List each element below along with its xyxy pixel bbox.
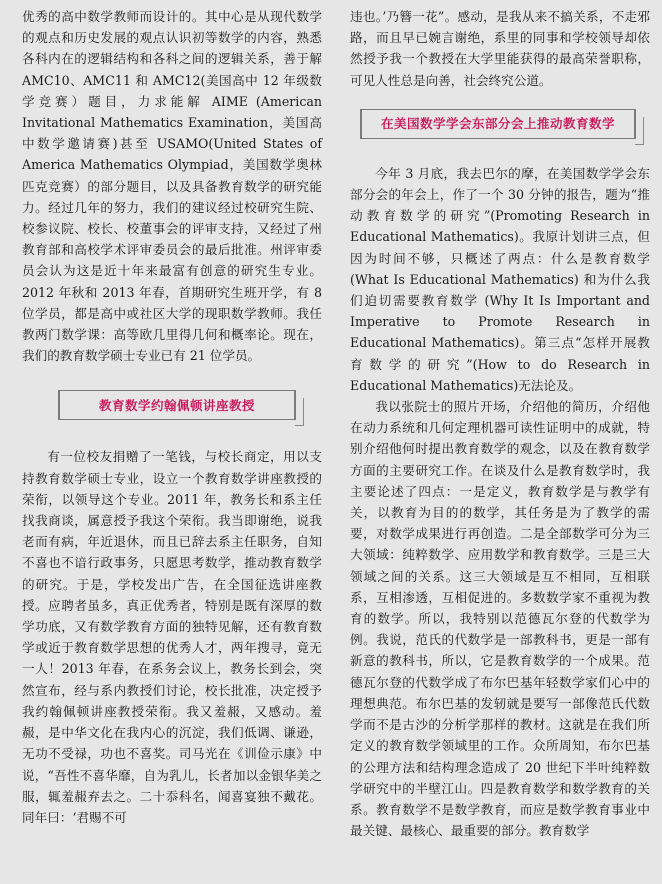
right-column [350,6,650,841]
intro-paragraph: 优秀的高中数学教师而设计的。其中心是从现代数学的观点和历史发展的观点认识初等数学的内容，熟悉各科内在的逻辑结构和各科之间的逻辑关系，善于解 AMC10、AMC11 和 AMC12(美国高中 12 年级数学竞赛）题目，力求能解 AIME (American Invitational Mathematics Examination，美国高中数学邀请赛)甚至 USAMO(United States of America Mathematics Olympiad，美国数学奥林匹克竞赛）的部分题目，以及具备教育数学的研究能力。经过几年的努力，我们的建议经过校研究生院、校参议院、校长、校董事会的评审支持，又经过了州教育部和高校学术评审委员会的最后批准。州评审委员会认为这是近十年来最富有创意的研究生专业。2012 年秋和 2013 年春，首期研究生班开学，有 8 位学员，都是高中或社区大学的现职数学教师。我任教两门数学课：高等欧几里得几何和概率论。现在，我们的教育数学硕士专业已有 21 位学员。 [22,9,322,364]
peyton-chair-paragraph: 有一位校友捐赠了一笔钱，与校长商定，用以支持教育数学硕士专业，设立一个教育数学讲座教授的荣衔，以领导这个专业。2011 年，教务长和系主任找我商谈，属意授予我这个荣衔。我当即谢绝，说我老而有病，年近退休，而且已辞去系主任职务，自知不喜也不谙行政事务，只愿思考数学，推动教育数学的研究。于是，学校发出广告，在全国征选讲座教授。应聘者虽多，真正优秀者，特别是既有深厚的数学功底，又有数学教育方面的独特见解，还有教育数学或近于教育数学思想的优秀人才，两年搜寻，竟无一人！2013 年春，在系务会议上，教务长到会，突然宣布，经与系内教授们讨论，校长批准，决定授予我约翰佩顿讲座教授荣衔。我又羞赧，又感动。羞赧，是中华文化在我内心的沉淀，我们低调、谦逊，无功不受禄，功也不喜奖。司马光在《训俭示康》中说，“吾性不喜华靡，自为乳儿，长者加以金银华美之服，辄羞赧弃去之。二十忝科名，闻喜宴独不戴花。同年曰：‘君赐不可 [22,449,322,825]
heading-box-shadow [635,117,644,145]
left-column [22,6,322,828]
section-heading-ams-eastern: 在美国数学学会东部分会上推动教育数学 [380,116,615,132]
section-heading-peyton-chair: 教育数学约翰佩顿讲座教授 [98,397,255,413]
section-heading-box-peyton-chair [22,390,322,420]
continuation-paragraph: 违也。’乃簪一花”。感动，是我从来不搞关系，不走邪路，而且早已婉言谢绝，系里的同事和学校领导却依然授予我一个教授在大学里能获得的最高荣誉职称，可见人性总是向善，社会终究公道。 [350,9,650,88]
section-heading-box-ams-eastern [350,109,650,139]
heading-box-shadow [295,398,304,426]
ams-report-paragraph: 今年 3 月底，我去巴尔的摩，在美国数学学会东部分会的年会上，作了一个 30 分钟的报告，题为“推动教育数学的研究”(Promoting Research in Educational Mathematics)。我原计划讲三点，但因为时间不够，只概述了两点：什么是教育数学(What Is Educational Mathematics) 和为什么我们迫切需要教育数学 (Why It Is Important and Imperative to Promote Research in Educational Mathematics)。第三点“怎样开展教育数学的研究”(How to do Research in Educational Mathematics)无法论及。 [350,165,650,393]
educational-math-paragraph: 我以张院士的照片开场，介绍他的简历，介绍他在动力系统和几何定理机器可读性证明中的成就，特别介绍他何时提出教育数学的观念，以及在教育数学方面的主要研究工作。在谈及什么是教育数学时，我主要论述了四点：一是定义，教育数学是与教学有关，以教育为目的的数学，其任务是为了教学的需要，对数学成果进行再创造。二是全部数学可分为三大领域：纯粹数学、应用数学和教育数学。三是三大领域之间的关系。这三大领域是互不相同，互相联系，互相渗透，互相促进的。多数数学家不重视为教育的数学。所以，我特别以范德瓦尔登的代数学为例。我说，范氏的代数学是一部教科书，更是一部有新意的教科书，所以，它是教育数学的一个成果。范德瓦尔登的代数学成了布尔巴基年轻数学家们心中的理想典范。布尔巴基的发轫就是要写一部像范氏代数学而不是古沙的分析学那样的教材。这就是在我们所定义的教育数学领域里的工作。众所周知，布尔巴基的公理方法和结构理念造成了 20 世纪下半叶纯粹数学研究中的半壁江山。四是教育数学和数学教育的关系。教育数学不是数学教育，而应是数学教育事业中最关键、最核心、最重要的部分。教育数学 [350,399,650,839]
